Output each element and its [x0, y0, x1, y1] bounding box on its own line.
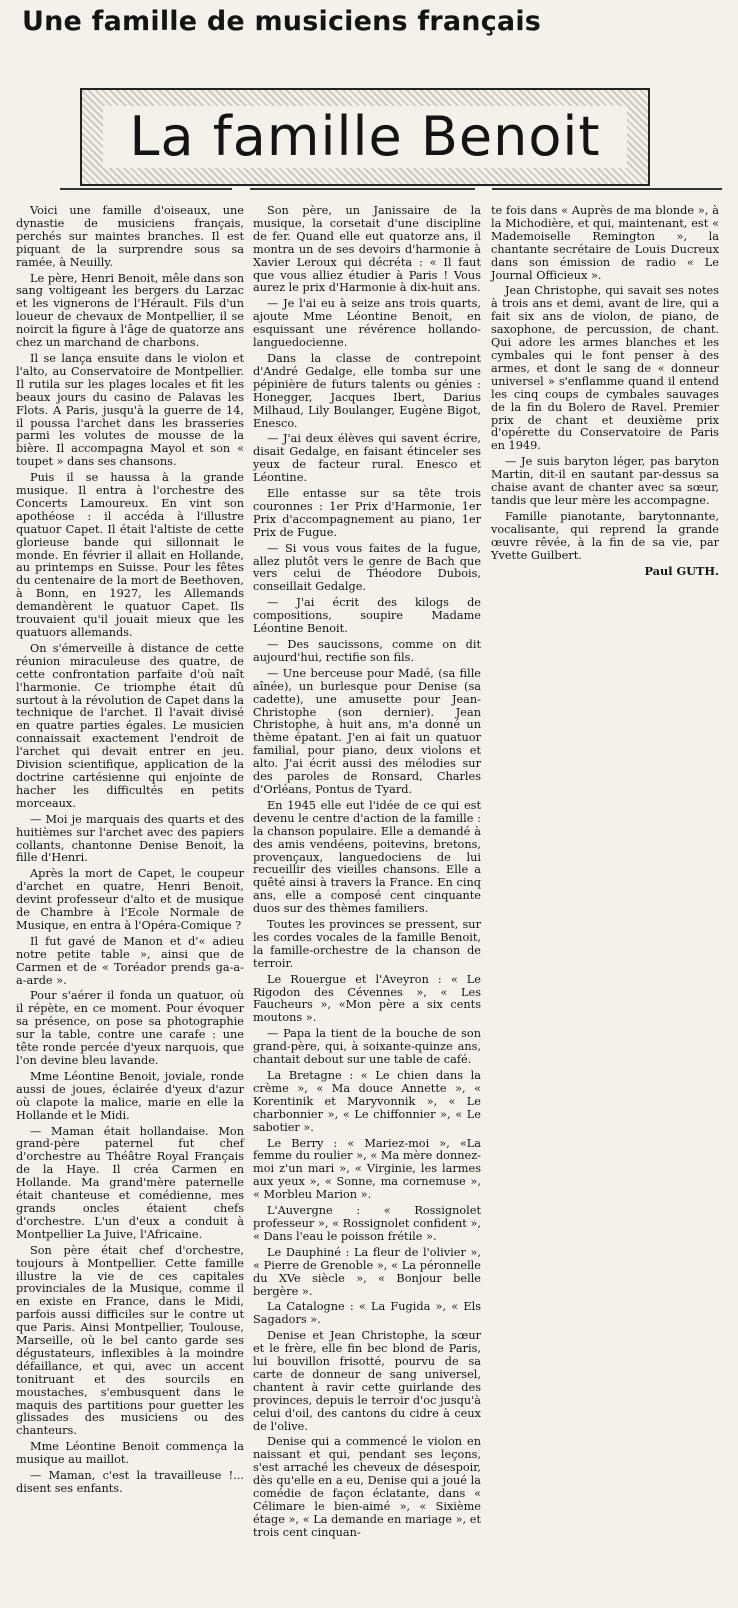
- paragraph: — Une berceuse pour Madé, (sa fille aînée), un burlesque pour Denise (sa cadette), une amusette pour Jean-Christophe (son dernier). Jean Christophe, à huit ans, m'a donné un thème épatant. J'en ai fait un quatuor familial, pour piano, deux violons et alto. J'ai écrit aussi des mélodies sur des paroles de Ronsard, Charles d'Orléans, Pontus de Tyard.: [253, 666, 481, 796]
- paragraph: — Maman était hollandaise. Mon grand-père paternel fut chef d'orchestre au Théâtre Royal Français de la Haye. Il créa Carmen en Hollande. Ma grand'mère paternelle était chanteuse et comédienne, mes grands oncles étaient chefs d'orchestre. L'un d'eux a conduit à Montpellier La Juive, l'Africaine.: [16, 1124, 244, 1241]
- paragraph: Son père, un Janissaire de la musique, la corsetait d'une discipline de fer. Quand elle eut quatorze ans, il montra un de ses devoirs d'harmonie à Xavier Leroux qui décréta : « Il faut que vous alliez étudier à Paris ! Vous aurez le prix d'Harmonie à dix-huit ans.: [253, 204, 481, 295]
- separator-rule-left: [60, 188, 232, 190]
- paragraph: — Moi je marquais des quarts et des huitièmes sur l'archet avec des papiers collants, chantonne Denise Benoit, la fille d'Henri.: [16, 812, 244, 865]
- paragraph: — Maman, c'est la travailleuse !... disent ses enfants.: [16, 1469, 244, 1495]
- paragraph: Elle entasse sur sa tête trois couronnes : 1er Prix d'Harmonie, 1er Prix d'accompagnement au piano, 1er Prix de Fugue.: [253, 487, 481, 539]
- paragraph: Il se lança ensuite dans le violon et l'alto, au Conservatoire de Montpellier. Il rutila sur les plages locales et fit les beaux jours du casino de Palavas les Flots. A Paris, jusqu'à la guerre de 14, il poussa l'archet dans les brasseries parmi les volutes de mousse de la bière. Il accompagna Mayol et son « toupet » dans ses chansons.: [16, 351, 244, 469]
- paragraph: — Papa la tient de la bouche de son grand-père, qui, à soixante-quinze ans, chantait debout sur une table de café.: [253, 1027, 481, 1067]
- separator-rule-center: [250, 188, 475, 190]
- paragraph: Le Dauphiné : La fleur de l'olivier », « Pierre de Grenoble », « La péronnelle du XVe siècle », « Bonjour belle bergère ».: [253, 1245, 481, 1298]
- paragraph: — Des saucissons, comme on dit aujourd'hui, rectifie son fils.: [253, 638, 481, 664]
- paragraph: L'Auvergne : « Rossignolet professeur », « Rossignolet confident », « Dans l'eau le poisson frétile ».: [253, 1204, 481, 1243]
- separator-rule-right: [492, 188, 722, 190]
- paragraph: Le Berry : « Mariez-moi », «La femme du roulier », « Ma mère donnez-moi z'un mari », « Virginie, les larmes aux yeux », « Sonne, ma cornemuse », « Morbleu Marion ».: [253, 1136, 481, 1202]
- paragraph: Pour s'aérer il fonda un quatuor, où il répète, en ce moment. Pour évoquer sa présence, on pose sa photographie sur la table, contre une carafe : une tête ronde percée d'yeux narquois, que l'on devine bleu lavande.: [16, 989, 244, 1067]
- paragraph: Le père, Henri Benoit, mêle dans son sang voltigeant les bergers du Larzac et les vignerons de l'Hérault. Fils d'un loueur de chevaux de Montpellier, il se noircit la figure à l'âge de quatorze ans chez un marchand de charbons.: [16, 271, 244, 350]
- paragraph: On s'émerveille à distance de cette réunion miraculeuse des quatre, de cette confrontation parfaite d'où naît l'harmonie. Ce triomphe était dû surtout à la révolution de Capet dans la technique de l'archet. Il l'avait divisé en quatre parties égales. Le musicien connaissait exactement l'endroit de l'archet qui devait entrer en jeu. Division scientifique, application de la doctrine cartésienne qui enjointe de hacher les difficultés en petits morceaux.: [16, 641, 244, 810]
- paragraph: Le Rouergue et l'Aveyron : « Le Rigodon des Cévennes », « Les Faucheurs », «Mon père a six cents moutons ».: [253, 972, 481, 1025]
- article-title: La famille Benoit: [103, 106, 626, 168]
- paragraph: Denise qui a commencé le violon en naissant et qui, pendant ses leçons, s'est arraché les cheveux de désespoir, dès qu'elle en a eu, Denise qui a joué la comédie de façon éclatante, dans « Célimare le bien-aimé », « Sixième étage », « La demande en mariage », et trois cent cinquan-: [253, 1435, 481, 1539]
- paragraph: En 1945 elle eut l'idée de ce qui est devenu le centre d'action de la famille : la chanson populaire. Elle a demandé à des amis vendéens, poitevins, bretons, provençaux, languedociens de lui recueillir des vieilles chansons. Elle a quêté ainsi à travers la France. En cinq ans, elle a composé cent cinquante duos sur des thèmes familiers.: [253, 798, 481, 916]
- paragraph: Il fut gavé de Manon et d'« adieu notre petite table », ainsi que de Carmen et de « Toréador prends ga-a-a-arde ».: [16, 934, 244, 987]
- paragraph: Mme Léontine Benoit, joviale, ronde aussi de joues, éclairée d'yeux d'azur où clapote la malice, marie en elle la Hollande et le Midi.: [16, 1069, 244, 1122]
- kicker-headline: Une famille de musiciens français: [22, 6, 542, 37]
- column-3: [491, 205, 719, 581]
- paragraph: Famille pianotante, barytonnante, vocalisante, qui reprend la grande œuvre rêvée, à la fin de sa vie, par Yvette Guilbert.: [491, 509, 719, 562]
- paragraph: Voici une famille d'oiseaux, une dynastie de musiciens français, perchés sur maintes branches. Il est piquant de la surprendre sous sa ramée, à Neuilly.: [16, 204, 244, 269]
- paragraph: — J'ai écrit des kilogs de compositions, soupire Madame Léontine Benoit.: [253, 596, 481, 636]
- paragraph: La Bretagne : « Le chien dans la crème », « Ma douce Annette », « Korentinik et Maryvonnik », « Le charbonnier », « Le chiffonnier », « Le sabotier ».: [253, 1069, 481, 1134]
- paragraph: Après la mort de Capet, le coupeur d'archet en quatre, Henri Benoit, devint professeur d'alto et de musique de Chambre à l'Ecole Normale de Musique, en entra à l'Opéra-Comique ?: [16, 867, 244, 932]
- author-signature: Paul GUTH.: [644, 564, 719, 579]
- paragraph: Toutes les provinces se pressent, sur les cordes vocales de la famille Benoit, la famille-orchestre de la chanson de terroir.: [253, 918, 481, 970]
- paragraph: Puis il se haussa à la grande musique. Il entra à l'orchestre des Concerts Lamoureux. En vint son apothéose : il accéda à l'illustre quatuor Capet. Il était l'altiste de cette glorieuse bande qui sillonnait le monde. En février il allait en Hollande, au printemps en Suisse. Pour les fêtes du centenaire de la mort de Beethoven, à Bonn, en 1927, les Allemands demandèrent le quatuor Capet. Ils trouvaient qu'il jouait mieux que les quatuors allemands.: [16, 471, 244, 639]
- paragraph: — Je suis baryton léger, pas baryton Martin, dit-il en sautant par-dessus sa chaise avant de chanter avec sa sœur, tandis que leur mère les accompagne.: [491, 455, 719, 507]
- paragraph: Son père était chef d'orchestre, toujours à Montpellier. Cette famille illustre la vie de ces capitales provinciales de la Musique, comme il en existe en France, dans le Midi, parfois aussi difficiles sur le contre ut que Paris. Ainsi Montpellier, Toulouse, Marseille, où le bel canto garde ses dégustateurs, inflexibles à la moindre défaillance, et qui, avec un accent tonitruant et des sourcils en moustaches, s'embusquent dans le maquis des partitions pour guetter les glissades des musiciens ou des chanteurs.: [16, 1243, 244, 1438]
- paragraph: — Si vous vous faites de la fugue, allez plutôt vers le genre de Bach que vers celui de Théodore Dubois, conseillait Gedalge.: [253, 541, 481, 594]
- paragraph: La Catalogne : « La Fugida », « Els Sagadors ».: [253, 1300, 481, 1327]
- paragraph: — J'ai deux élèves qui savent écrire, disait Gedalge, en faisant étinceler ses yeux de facteur rural. Enesco et Léontine.: [253, 432, 481, 485]
- column-1: [16, 205, 244, 1499]
- paragraph: te fois dans « Auprès de ma blonde », à la Michodière, et qui, maintenant, est « Mademoiselle Remington », la chantante secrétaire de Louis Ducreux dans son émission de radio « Le Journal Officieux ».: [491, 204, 719, 282]
- paragraph: Jean Christophe, qui savait ses notes à trois ans et demi, avant de lire, qui a fait six ans de violon, de piano, de saxophone, de percussion, de chant. Qui adore les armes blanches et les cymbales qui le font penser à des armes, et dont le sang de « donneur universel » s'enflamme quand il entend les cinq coups de cymbales sauvages de la fin du Bolero de Ravel. Premier prix de chant et deuxième prix d'opérette du Conservatoire de Paris en 1949.: [491, 284, 719, 453]
- paragraph: — Je l'ai eu à seize ans trois quarts, ajoute Mme Léontine Benoit, en esquissant une révérence hollando-languedocienne.: [253, 297, 481, 350]
- column-2: [253, 205, 481, 1543]
- title-frame: [80, 88, 650, 186]
- paragraph: Denise et Jean Christophe, la sœur et le frère, elle fin bec blond de Paris, lui bouvillon frisotté, pourvu de sa carte de donneur de sang universel, chantent à ravir cette guirlande des provinces, depuis le terroir d'oc jusqu'à celui d'oil, des cantons du cidre à ceux de l'olive.: [253, 1329, 481, 1433]
- paragraph: Dans la classe de contrepoint d'André Gedalge, elle tomba sur une pépinière de futurs talents ou génies : Honegger, Jacques Ibert, Darius Milhaud, Lily Boulanger, Eugène Bigot, Enesco.: [253, 351, 481, 430]
- paragraph: Mme Léontine Benoit commença la musique au maillot.: [16, 1440, 244, 1467]
